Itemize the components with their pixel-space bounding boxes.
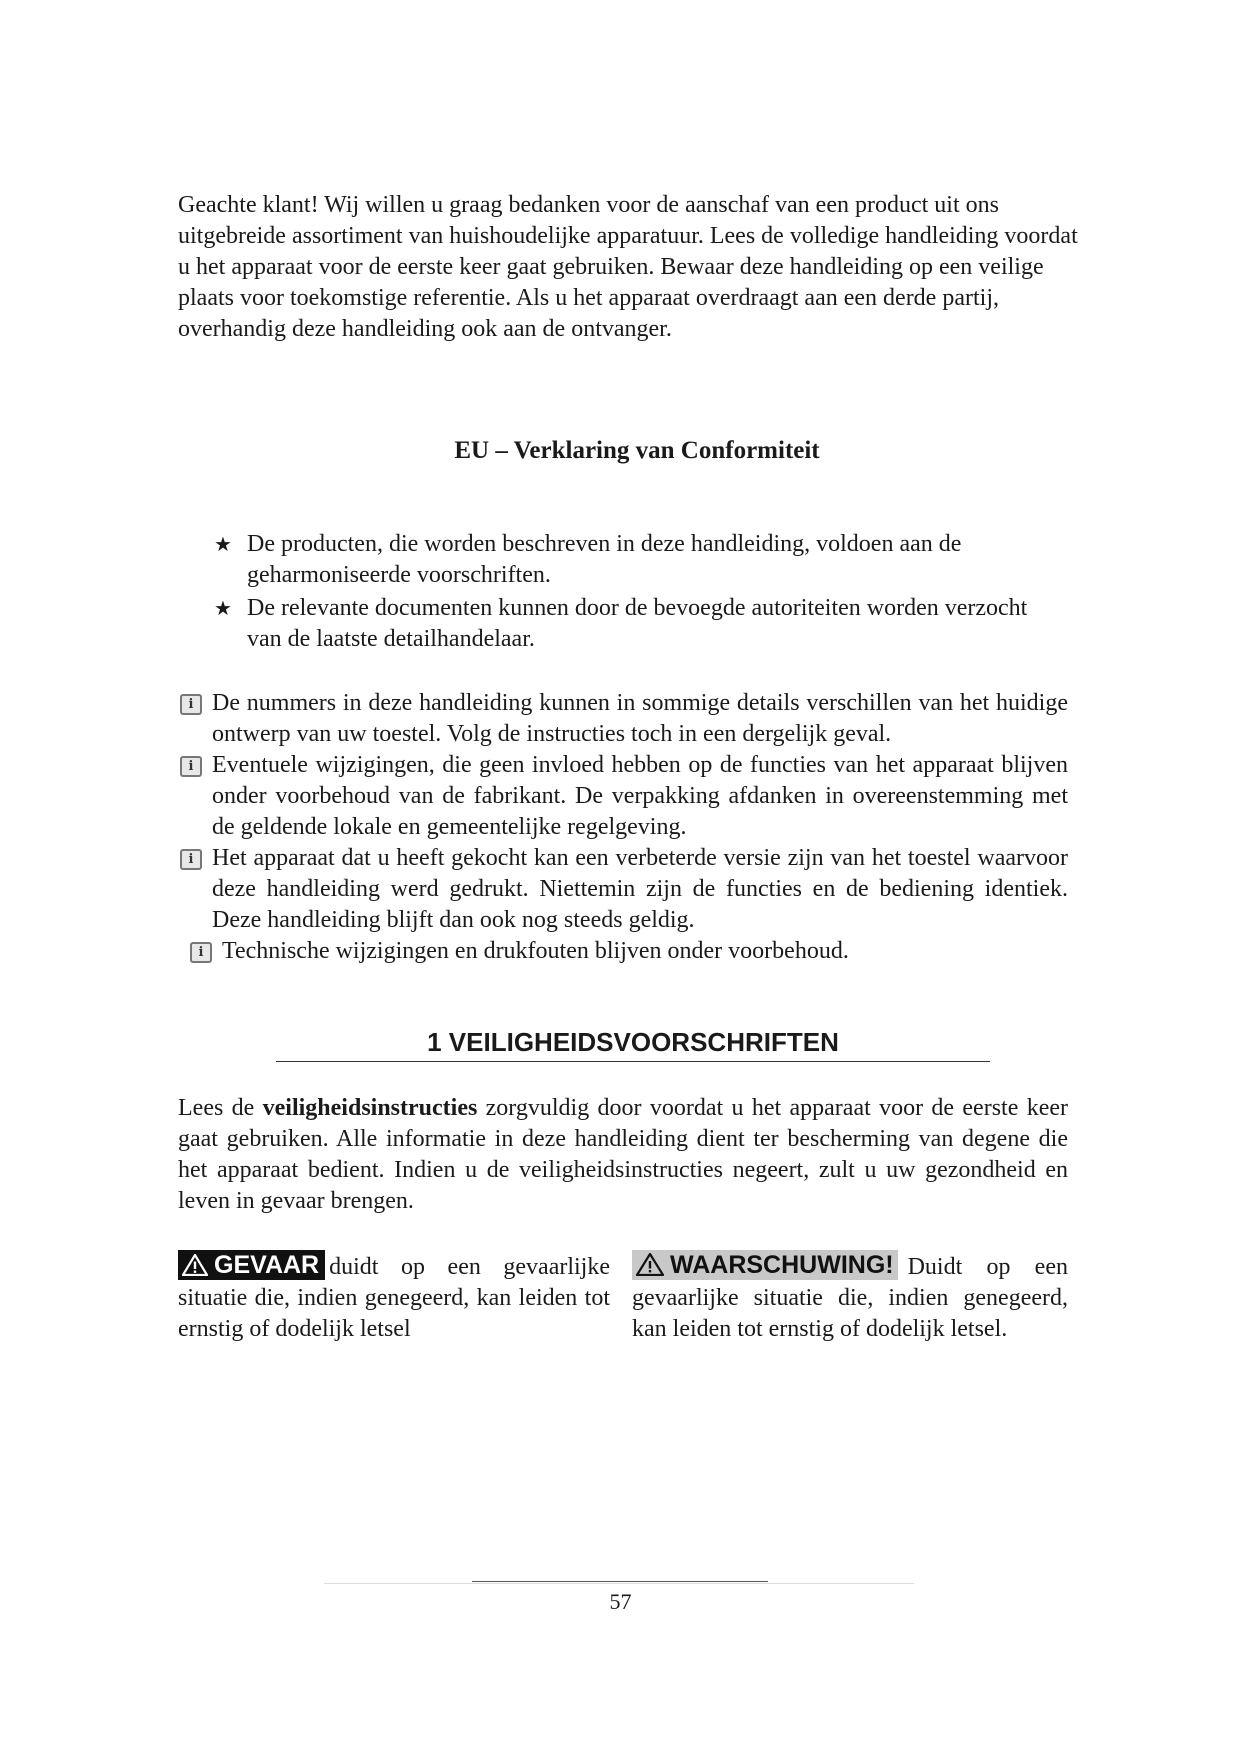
info-icon: i (190, 942, 212, 963)
warning-label: WAARSCHUWING! (670, 1251, 894, 1279)
safety-intro-paragraph (178, 1093, 1068, 1217)
conformity-item-text: De producten, die worden beschreven in deze handleiding, voldoen aan de geharmoniseerde voorschriften. (247, 531, 962, 588)
conformity-item-text: De relevante documenten kunnen door de bevoegde autoriteiten worden verzocht van de laatste detailhandelaar. (247, 595, 1028, 652)
warning-triangle-icon (636, 1253, 664, 1276)
note-text: Eventuele wijzigingen, die geen invloed hebben op de functies van het apparaat blijven onder voorbehoud van de fabrikant. De verpakking afdanken in overeenstemming met de geldende lokale en gemeentelijke regelgeving. (212, 752, 1068, 840)
info-icon: i (180, 849, 202, 870)
heading-underline (276, 1061, 990, 1062)
warning-text: Duidt op een gevaarlijke situatie die, indien genegeerd, kan leiden tot ernstig of dodelijk letsel. (632, 1254, 1068, 1342)
page-number: 57 (609, 1589, 632, 1614)
list-item (178, 688, 1068, 750)
safety-intro-suffix: zorgvuldig door voordat u het apparaat voor de eerste keer gaat gebruiken. Alle informatie in deze handleiding dient ter bescherming van degene die het apparaat bedient. Indien u de veiligheidsinstructies negeert, zult u uw gezondheid en leven in gevaar brengen. (178, 1095, 1068, 1214)
conformity-title: EU – Verklaring van Conformiteit (454, 437, 820, 464)
intro-paragraph: Geachte klant! Wij willen u graag bedanken voor de aanschaf van een product uit ons uitgebreide assortiment van huishoudelijke apparatuur. Lees de volledige handleiding voordat u het apparaat voor de eerste keer gaat gebruiken. Bewaar deze handleiding op een veilige plaats voor toekomstige referentie. Als u het apparaat overdraagt aan een derde partij, overhandig deze handleiding ook aan de ontvanger. (178, 192, 1078, 342)
section-heading: 1 VEILIGHEIDSVOORSCHRIFTEN (427, 1027, 839, 1057)
list-item (178, 936, 1068, 967)
safety-intro-bold: veiligheidsinstructies (262, 1095, 478, 1121)
note-text: Het apparaat dat u heeft gekocht kan een verbeterde versie zijn van het toestel waarvoor deze handleiding werd gedrukt. Niettemin zijn de functies en de bediening identiek. Deze handleiding blijft dan ook nog steeds geldig. (212, 845, 1068, 933)
safety-intro-prefix: Lees de (178, 1095, 263, 1121)
note-text: De nummers in deze handleiding kunnen in sommige details verschillen van het huidige ontwerp van uw toestel. Volg de instructies toch in een dergelijk geval. (212, 690, 1068, 747)
note-text: Technische wijzigingen en drukfouten blijven onder voorbehoud. (222, 938, 849, 964)
list-item (214, 529, 1054, 591)
conformity-list (214, 529, 1054, 657)
footer-divider-faint (324, 1583, 914, 1584)
star-icon: ★ (214, 596, 232, 620)
danger-badge (178, 1250, 325, 1280)
warning-definition (632, 1250, 1068, 1345)
danger-label: GEVAAR (214, 1251, 320, 1279)
list-item (178, 843, 1068, 936)
warning-triangle-icon (182, 1254, 208, 1276)
danger-text: duidt op een gevaarlijke situatie die, indien genegeerd, kan leiden tot ernstig of dodelijk letsel (178, 1254, 610, 1342)
info-icon: i (180, 756, 202, 777)
star-icon: ★ (214, 532, 232, 556)
warning-badge (632, 1250, 898, 1280)
notes-list (178, 688, 1068, 967)
list-item (178, 750, 1068, 843)
footer-divider (472, 1581, 768, 1582)
list-item (214, 593, 1054, 655)
info-icon: i (180, 694, 202, 715)
danger-definition (178, 1250, 610, 1345)
